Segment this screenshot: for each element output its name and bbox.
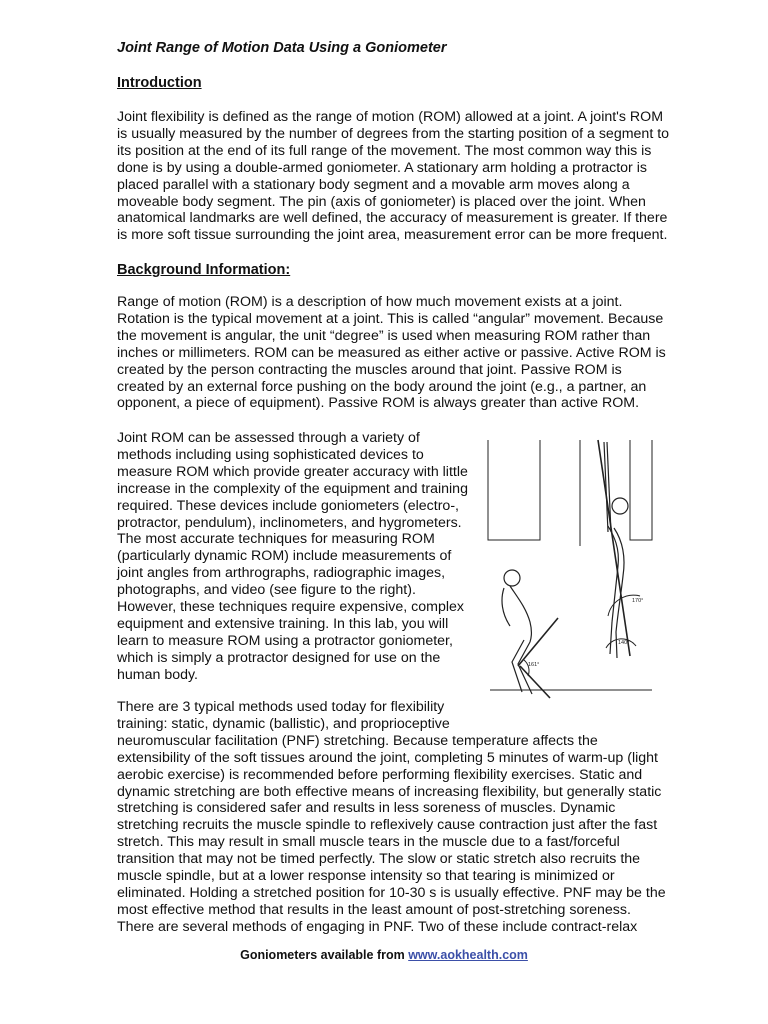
standing-reach-figure: [598, 440, 640, 658]
squatting-figure: [502, 570, 558, 698]
wall-frame-left: [488, 440, 540, 540]
text-line: stretching is considered safer and results in less soreness of muscles. Dynamic: [117, 800, 616, 817]
text-line: anatomical landmarks are well defined, the accuracy of measurement is greater. If there: [117, 210, 668, 227]
text-line: (particularly dynamic ROM) include measurements of: [117, 548, 452, 565]
training-methods-paragraph: [117, 699, 666, 936]
text-line: increase in the complexity of the equipment and training: [117, 480, 468, 497]
assessment-paragraph: [117, 430, 468, 684]
text-line: required. These devices include goniometers (electro-,: [117, 497, 459, 514]
text-line: However, these techniques require expensive, complex: [117, 599, 464, 616]
background-heading: Background Information:: [117, 262, 291, 278]
text-line: aerobic exercise) is recommended before performing flexibility exercises. Static and: [117, 766, 643, 783]
footer-text: Goniometers available from: [240, 948, 409, 962]
text-line: created by an external force pushing on the body around the joint (e.g., a partner, an: [117, 378, 647, 395]
text-line: Joint ROM can be assessed through a variety of: [117, 430, 420, 446]
introduction-heading: Introduction: [117, 75, 202, 91]
text-line: muscle spindle, but at a lower response intensity so that tearing is minimized or: [117, 868, 615, 885]
angle-label: 170°: [632, 598, 644, 604]
text-line: extensibility of the soft tissues around the joint, completing 5 minutes of warm-up (light: [117, 749, 658, 766]
wall-frame-right: [630, 440, 652, 540]
text-line: most effective method that results in the least amount of post-stretching soreness.: [117, 901, 631, 918]
text-line: its position at the end of its full range of the movement. The most common way this is: [117, 142, 652, 159]
document-title: Joint Range of Motion Data Using a Goniometer: [117, 40, 447, 56]
text-line: stretching recruits the muscle spindle to reflexively cause contraction just after the fast: [117, 817, 658, 834]
text-line: dynamic stretching are both effective means of increasing flexibility, but generally static: [117, 783, 662, 800]
text-line: moveable body segment. The pin (axis of goniometer) is placed over the joint. When: [117, 193, 646, 210]
text-line: There are several methods of engaging in PNF. Two of these include contract-relax: [117, 918, 638, 935]
text-line: learn to measure ROM using a protractor goniometer,: [117, 632, 453, 649]
text-line: is more soft tissue surrounding the joint area, measurement error can be more frequent.: [117, 227, 668, 244]
angle-label: 161°: [528, 662, 540, 668]
page-footer: [0, 948, 768, 962]
text-line: done is by using a double-armed goniometer. A stationary arm holding a protractor is: [117, 159, 647, 176]
text-line: methods including using sophisticated devices to: [117, 446, 424, 463]
text-line: which is simply a protractor designed for use on the: [117, 649, 441, 666]
range-of-motion-illustration: [480, 436, 660, 708]
introduction-paragraph: [117, 109, 669, 244]
text-line: training: static, dynamic (ballistic), and proprioceptive: [117, 715, 450, 732]
text-line: Range of motion (ROM) is a description of how much movement exists at a joint.: [117, 294, 623, 310]
text-line: transition that may not be timed perfectly. The slow or static stretch also recruits the: [117, 851, 641, 868]
text-line: the movement is angular, the unit “degree” is used when measuring ROM rather than: [117, 327, 651, 344]
background-paragraph: [117, 294, 666, 412]
aokhealth-link[interactable]: www.aokhealth.com: [408, 948, 528, 962]
text-line: inches or millimeters. ROM can be measured as either active or passive. Active ROM is: [117, 344, 666, 361]
angle-label: 140°: [618, 640, 630, 646]
text-line: opponent, a piece of equipment). Passive ROM is always greater than active ROM.: [117, 395, 640, 412]
text-line: joint angles from arthrographs, radiographic images,: [117, 565, 446, 582]
text-line: The most accurate techniques for measuring ROM: [117, 531, 435, 548]
text-line: Joint flexibility is defined as the range of motion (ROM) allowed at a joint. A joint's ROM: [117, 109, 664, 125]
text-line: human body.: [117, 666, 198, 683]
text-line: protractor, pendulum), inclinometers, and hygrometers.: [117, 514, 462, 531]
text-line: placed parallel with a stationary body segment and a movable arm moves along a: [117, 176, 630, 193]
text-line: neuromuscular facilitation (PNF) stretching. Because temperature affects the: [117, 732, 598, 749]
text-line: Rotation is the typical movement at a joint. This is called “angular” movement. Because: [117, 310, 664, 327]
range-of-motion-figure: [480, 436, 660, 708]
text-line: is usually measured by the number of degrees from the starting position of a segment to: [117, 125, 670, 142]
text-line: stretch. This may result in small muscle tears in the muscle due to a fast/forceful: [117, 834, 620, 851]
text-line: photographs, and video (see figure to the right).: [117, 582, 416, 599]
text-line: There are 3 typical methods used today for flexibility: [117, 699, 445, 715]
text-line: eliminated. Holding a stretched position for 10-30 s is usually effective. PNF may be the: [117, 884, 666, 901]
text-line: created by the person contracting the muscles around that joint. Passive ROM is: [117, 361, 622, 378]
text-line: equipment and extensive training. In this lab, you will: [117, 615, 449, 632]
text-line: measure ROM which provide greater accuracy with little: [117, 463, 468, 480]
